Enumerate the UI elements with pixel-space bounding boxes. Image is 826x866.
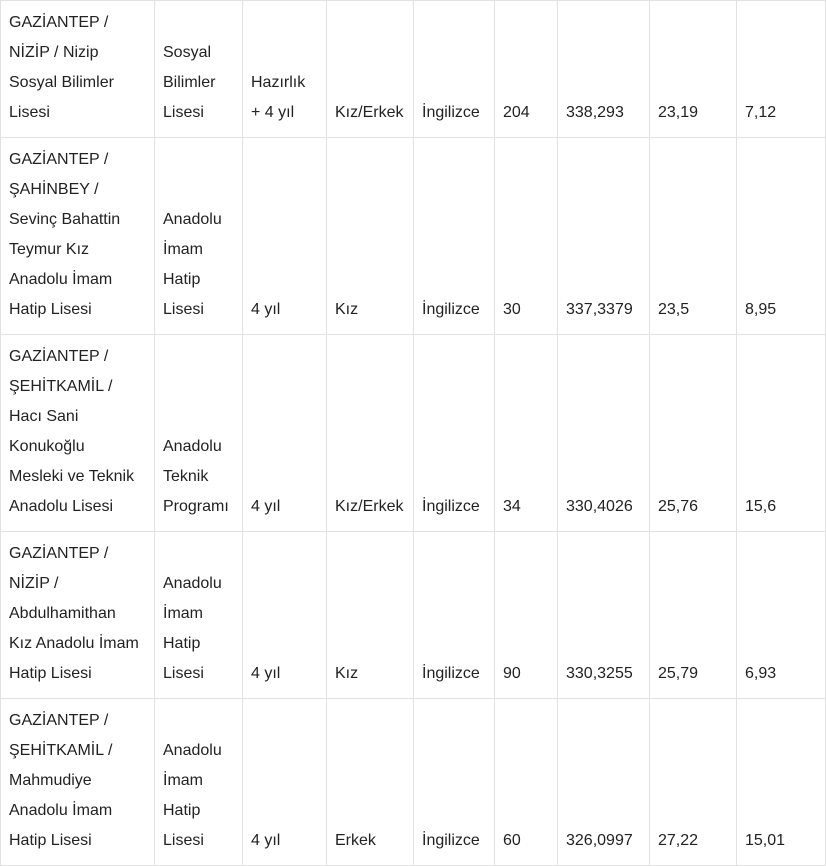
stat-cell: 7,12 xyxy=(737,1,826,138)
score-cell: 326,0997 xyxy=(558,699,650,866)
language-cell: İngilizce xyxy=(414,1,495,138)
school-name-cell: GAZİANTEP / ŞEHİTKAMİL / Hacı Sani Konukoğlu Mesleki ve Teknik Anadolu Lisesi xyxy=(1,335,155,532)
quota-cell: 204 xyxy=(495,1,558,138)
table-row xyxy=(1,1,826,138)
table-row xyxy=(1,699,826,866)
quota-cell: 30 xyxy=(495,138,558,335)
percentile-cell: 25,76 xyxy=(650,335,737,532)
duration-cell: 4 yıl xyxy=(243,532,327,699)
table-row xyxy=(1,532,826,699)
language-cell: İngilizce xyxy=(414,699,495,866)
gender-cell: Kız xyxy=(327,138,414,335)
quota-cell: 90 xyxy=(495,532,558,699)
school-type-cell: Anadolu İmam Hatip Lisesi xyxy=(155,532,243,699)
duration-cell: 4 yıl xyxy=(243,699,327,866)
stat-cell: 6,93 xyxy=(737,532,826,699)
duration-cell: 4 yıl xyxy=(243,138,327,335)
stat-cell: 15,01 xyxy=(737,699,826,866)
percentile-cell: 27,22 xyxy=(650,699,737,866)
stat-cell: 15,6 xyxy=(737,335,826,532)
duration-cell: Hazırlık + 4 yıl xyxy=(243,1,327,138)
score-cell: 330,3255 xyxy=(558,532,650,699)
score-cell: 337,3379 xyxy=(558,138,650,335)
language-cell: İngilizce xyxy=(414,138,495,335)
quota-cell: 34 xyxy=(495,335,558,532)
school-type-cell: Sosyal Bilimler Lisesi xyxy=(155,1,243,138)
duration-cell: 4 yıl xyxy=(243,335,327,532)
language-cell: İngilizce xyxy=(414,335,495,532)
table-row xyxy=(1,138,826,335)
school-name-cell: GAZİANTEP / NİZİP / Abdulhamithan Kız Anadolu İmam Hatip Lisesi xyxy=(1,532,155,699)
stat-cell: 8,95 xyxy=(737,138,826,335)
gender-cell: Kız/Erkek xyxy=(327,1,414,138)
school-name-cell: GAZİANTEP / ŞAHİNBEY / Sevinç Bahattin Teymur Kız Anadolu İmam Hatip Lisesi xyxy=(1,138,155,335)
gender-cell: Kız xyxy=(327,532,414,699)
quota-cell: 60 xyxy=(495,699,558,866)
gender-cell: Kız/Erkek xyxy=(327,335,414,532)
language-cell: İngilizce xyxy=(414,532,495,699)
school-name-cell: GAZİANTEP / ŞEHİTKAMİL / Mahmudiye Anadolu İmam Hatip Lisesi xyxy=(1,699,155,866)
school-type-cell: Anadolu İmam Hatip Lisesi xyxy=(155,138,243,335)
school-type-cell: Anadolu Teknik Programı xyxy=(155,335,243,532)
percentile-cell: 23,5 xyxy=(650,138,737,335)
table-row xyxy=(1,335,826,532)
score-cell: 338,293 xyxy=(558,1,650,138)
school-name-cell: GAZİANTEP / NİZİP / Nizip Sosyal Bilimler Lisesi xyxy=(1,1,155,138)
school-type-cell: Anadolu İmam Hatip Lisesi xyxy=(155,699,243,866)
gender-cell: Erkek xyxy=(327,699,414,866)
percentile-cell: 25,79 xyxy=(650,532,737,699)
score-cell: 330,4026 xyxy=(558,335,650,532)
percentile-cell: 23,19 xyxy=(650,1,737,138)
